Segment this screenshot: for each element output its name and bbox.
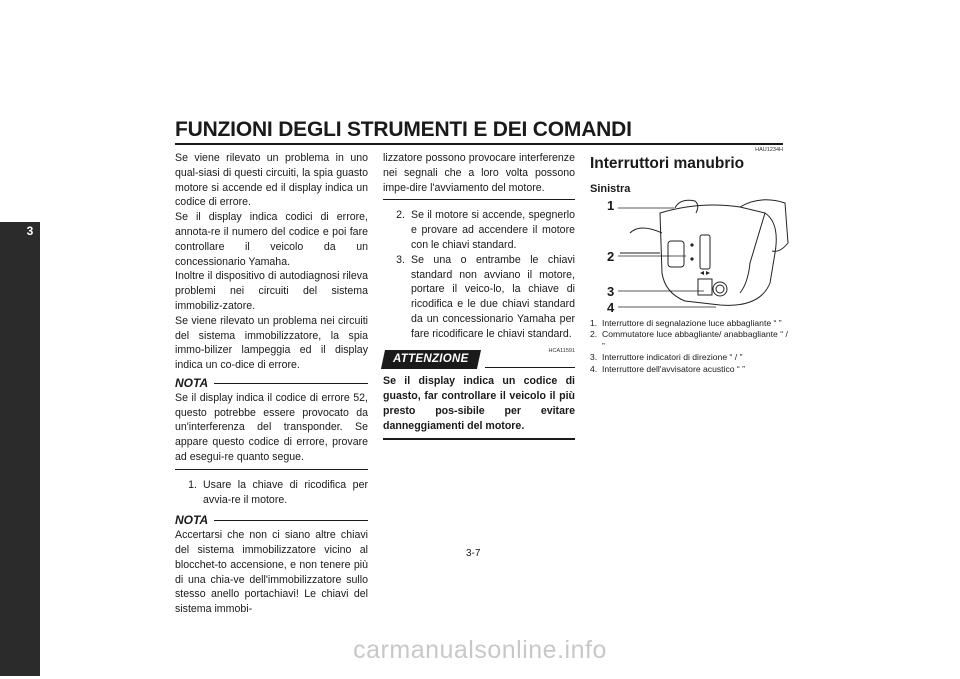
attention-heading bbox=[383, 347, 575, 369]
illustration-legend bbox=[590, 318, 790, 375]
legend-text: Interruttore dell'avvisatore acustico “ ” bbox=[602, 363, 746, 374]
section-tab bbox=[0, 222, 40, 676]
paragraph: lizzatore possono provocare interferenze nei segnali che a loro volta possono impe-dire l'avviamento del motore. bbox=[383, 152, 575, 194]
callout-1: 1 bbox=[607, 198, 615, 213]
column-3 bbox=[590, 147, 783, 195]
callout-2: 2 bbox=[607, 249, 615, 264]
legend-item bbox=[590, 352, 790, 363]
paragraph: Se il display indica codici di errore, annota-re il numero del codice e poi fare controllare il veicolo da un concessionario Yamaha. bbox=[175, 211, 368, 268]
nota-text: Se il display indica il codice di errore 52, questo potrebbe essere provocato da un'interferenza del transponder. Se appare questo codice di errore, provare ad esegui-re quanto segue. bbox=[175, 391, 368, 463]
nota-heading bbox=[175, 376, 368, 391]
attention-code: HCA11591 bbox=[548, 347, 575, 354]
step-text: Usare la chiave di ricodifica per avvia-re il motore. bbox=[203, 478, 368, 506]
legend-item bbox=[590, 329, 790, 352]
nota-rule bbox=[214, 520, 368, 521]
nota-end-rule bbox=[175, 469, 368, 470]
column-2 bbox=[383, 151, 575, 440]
nota-label: NOTA bbox=[175, 513, 209, 528]
paragraph: Se viene rilevato un problema in uno qual-siasi di questi circuiti, la spia guasto motore si accende ed il display indica un codice di errore. bbox=[175, 152, 368, 209]
watermark: carmanualsonline.info bbox=[353, 636, 607, 664]
step-item bbox=[175, 478, 368, 508]
legend-text: Commutatore luce abbagliante/ anabbagliante “ / ” bbox=[602, 329, 788, 351]
step-text: Se il motore si accende, spegnerlo e provare ad accendere il motore con le chiavi standard. bbox=[411, 209, 575, 251]
callout-4: 4 bbox=[607, 300, 615, 315]
legend-text: Interruttore di segnalazione luce abbagliante “ ” bbox=[602, 318, 782, 328]
attention-rule bbox=[485, 367, 575, 368]
legend-number: 2. bbox=[590, 329, 598, 340]
page-number: 3-7 bbox=[466, 548, 481, 559]
legend-item bbox=[590, 318, 790, 329]
section-number: 3 bbox=[26, 224, 34, 238]
column-1 bbox=[175, 151, 368, 617]
nota-end-rule bbox=[383, 199, 575, 200]
step-number: 3. bbox=[396, 253, 405, 266]
attention-text: Se il display indica un codice di guasto, far controllare il veicolo il più presto pos-sibile per evitare danneggiamenti del motore. bbox=[383, 375, 575, 432]
legend-number: 3. bbox=[590, 352, 598, 363]
legend-number: 4. bbox=[590, 363, 598, 374]
nota-text: Accertarsi che non ci siano altre chiavi del sistema immobilizzatore vicino al blocchet-to accensione, e non tenere più di una chia-ve dell'immobilizzatore sullo stesso anello portachiavi! Le chiavi del sistema immobi- bbox=[175, 529, 368, 616]
nota-heading bbox=[175, 513, 368, 528]
step-number: 2. bbox=[396, 209, 405, 222]
legend-text: Interruttore indicatori di direzione “ / ” bbox=[602, 352, 743, 363]
attention-badge: ATTENZIONE bbox=[381, 350, 481, 369]
callout-leaders bbox=[616, 200, 726, 315]
legend-number: 1. bbox=[590, 318, 598, 328]
paragraph: Inoltre il dispositivo di autodiagnosi rileva problemi nei circuiti del sistema immobiliz-zatore. bbox=[175, 270, 368, 312]
callout-3: 3 bbox=[607, 284, 615, 299]
legend-item bbox=[590, 364, 790, 375]
section-subtitle: Sinistra bbox=[590, 183, 631, 195]
step-item bbox=[383, 208, 575, 252]
nota-label: NOTA bbox=[175, 375, 209, 390]
attention-end-rule bbox=[383, 438, 575, 440]
page-title: FUNZIONI DEGLI STRUMENTI E DEI COMANDI bbox=[175, 118, 632, 141]
section-code: HAU1234H bbox=[755, 147, 783, 153]
title-rule bbox=[175, 143, 783, 145]
step-number: 1. bbox=[188, 478, 197, 491]
section-title: Interruttori manubrio bbox=[590, 155, 745, 172]
step-text: Se una o entrambe le chiavi standard non avviano il motore, portare il veico-lo, la chiave di ricodifica e le due chiavi standard da un concessionario Yamaha per fare ricodificare le chiavi standard. bbox=[411, 253, 575, 340]
paragraph: Se viene rilevato un problema nei circuiti del sistema immobilizzatore, la spia immo-bilizer lampeggia ed il display indica un co-dice di errore. bbox=[175, 314, 368, 372]
step-item bbox=[383, 253, 575, 342]
nota-rule bbox=[214, 383, 368, 384]
